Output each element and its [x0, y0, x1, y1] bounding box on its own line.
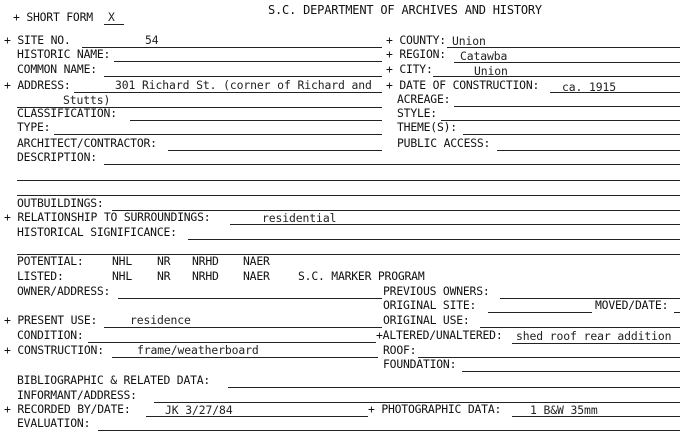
owner-line [118, 298, 382, 299]
short-form-label: + SHORT FORM [13, 10, 93, 24]
foundation-line [462, 371, 680, 372]
present-use-value: residence [130, 313, 191, 327]
historic-name-line [114, 61, 382, 62]
recorded-by-line [146, 416, 368, 417]
common-name-line [104, 76, 382, 77]
owner-label: OWNER/ADDRESS: [17, 284, 111, 298]
photographic-value: 1 B&W 35mm [530, 403, 598, 417]
altered-line [512, 343, 680, 344]
listed-naer: NAER [243, 269, 270, 283]
common-name-label: COMMON NAME: [17, 62, 97, 76]
potential-nr: NR [157, 254, 171, 268]
region-value: Catawba [460, 49, 508, 63]
evaluation-label: EVALUATION: [17, 416, 91, 430]
region-line [454, 62, 680, 63]
site-no-line [82, 47, 382, 48]
type-line [54, 134, 382, 135]
photographic-label: + PHOTOGRAPHIC DATA: [368, 402, 502, 416]
description-line [104, 164, 680, 165]
site-no-value: 54 [145, 33, 159, 47]
themes-label: THEME(S): [397, 120, 457, 134]
original-site-label: ORIGINAL SITE: [383, 298, 477, 312]
sc-marker-program: S.C. MARKER PROGRAM [298, 269, 425, 283]
bibliographic-label: BIBLIOGRAPHIC & RELATED DATA: [17, 373, 211, 387]
previous-owners-label: PREVIOUS OWNERS: [383, 284, 490, 298]
evaluation-line [98, 430, 680, 431]
altered-label: +ALTERED/UNALTERED: [376, 328, 503, 342]
relationship-value: residential [262, 211, 337, 225]
city-line [433, 76, 680, 77]
historic-name-label: HISTORIC NAME: [17, 47, 111, 61]
altered-value: shed roof rear addition [516, 329, 672, 343]
moved-date-line [674, 312, 680, 313]
address-value: 301 Richard St. (corner of Richard and [115, 78, 372, 92]
description-line-2 [17, 180, 680, 181]
condition-label: CONDITION: [17, 328, 84, 342]
acreage-line [454, 106, 680, 107]
public-access-line [497, 150, 680, 151]
roof-label: ROOF: [383, 343, 417, 357]
significance-line [188, 239, 680, 240]
date-construction-line [550, 92, 680, 93]
present-use-label: + PRESENT USE: [4, 313, 98, 327]
listed-nhl: NHL [112, 269, 132, 283]
recorded-by-label: + RECORDED BY/DATE: [4, 402, 131, 416]
county-value: Union [452, 34, 486, 48]
address-label: + ADDRESS: [4, 78, 71, 92]
type-label: TYPE: [17, 120, 51, 134]
style-line [441, 120, 680, 121]
significance-label: HISTORICAL SIGNIFICANCE: [17, 225, 177, 239]
city-label: + CITY: [386, 62, 433, 76]
address-line [74, 92, 382, 93]
original-use-line [480, 327, 680, 328]
address-value-cont: Stutts) [63, 93, 111, 107]
style-label: STYLE: [397, 106, 437, 120]
county-label: + COUNTY: [386, 33, 446, 47]
themes-line [463, 134, 680, 135]
listed-nr: NR [157, 269, 171, 283]
potential-nrhd: NRHD [192, 254, 219, 268]
classification-line [130, 120, 382, 121]
potential-label: POTENTIAL: [17, 254, 84, 268]
site-no-label: + SITE NO. [4, 33, 71, 47]
relationship-line [230, 224, 680, 225]
informant-label: INFORMANT/ADDRESS: [17, 388, 137, 402]
original-use-label: ORIGINAL USE: [383, 313, 470, 327]
potential-nhl: NHL [112, 254, 132, 268]
potential-naer: NAER [243, 254, 270, 268]
architect-line [168, 150, 382, 151]
description-line-3 [17, 195, 680, 196]
description-label: DESCRIPTION: [17, 150, 97, 164]
outbuildings-label: OUTBUILDINGS: [17, 196, 104, 210]
short-form-underline [104, 24, 124, 25]
construction-label: + CONSTRUCTION: [4, 343, 104, 357]
construction-line [112, 357, 378, 358]
photographic-line [512, 416, 680, 417]
listed-nrhd: NRHD [192, 269, 219, 283]
construction-value: frame/weatherboard [137, 343, 259, 357]
county-line [447, 47, 680, 48]
classification-label: CLASSIFICATION: [17, 106, 117, 120]
acreage-label: ACREAGE: [397, 92, 451, 106]
relationship-label: + RELATIONSHIP TO SURROUNDINGS: [4, 210, 211, 224]
city-value: Union [474, 64, 508, 78]
agency-title: S.C. DEPARTMENT OF ARCHIVES AND HISTORY [268, 3, 542, 17]
date-construction-label: + DATE OF CONSTRUCTION: [386, 78, 540, 92]
public-access-label: PUBLIC ACCESS: [397, 136, 491, 150]
date-construction-value: ca. 1915 [562, 80, 617, 94]
moved-date-label: MOVED/DATE: [595, 298, 669, 312]
roof-line [418, 357, 680, 358]
bibliographic-line [228, 387, 680, 388]
present-use-line [104, 327, 382, 328]
short-form-value: X [108, 10, 115, 24]
recorded-by-value: JK 3/27/84 [165, 403, 233, 417]
foundation-label: FOUNDATION: [383, 357, 457, 371]
region-label: + REGION: [386, 47, 446, 61]
original-site-line [488, 312, 592, 313]
listed-label: LISTED: [17, 269, 64, 283]
architect-label: ARCHITECT/CONTRACTOR: [17, 136, 157, 150]
